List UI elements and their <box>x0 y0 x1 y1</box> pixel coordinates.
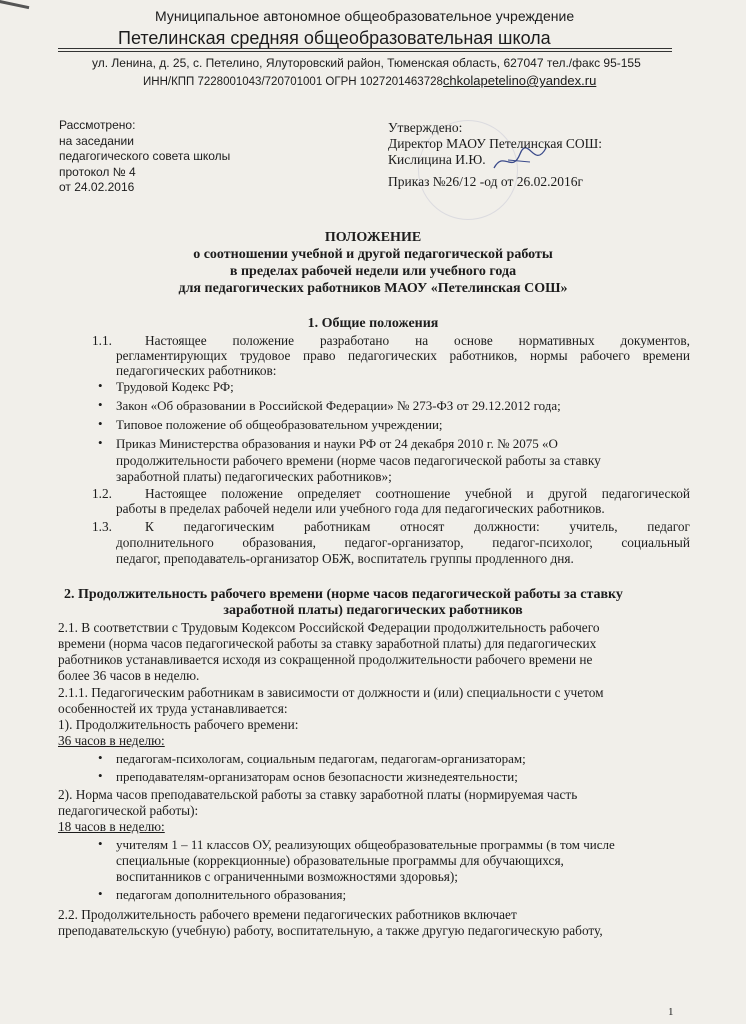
clause-1-3-number: 1.3. <box>92 519 112 534</box>
clause-1-1-line2: регламентирующих трудовое право педагогических работников, нормы рабочего времени <box>116 348 690 363</box>
legal-basis-item: • Закон «Об образовании в Российской Федерации» № 273-ФЗ от 29.12.2012 года; <box>116 398 561 414</box>
scan-mark <box>0 0 29 9</box>
hours-18-label: 18 часов в неделю: <box>58 819 165 834</box>
legal-basis-item: • Приказ Министерства образования и науки РФ от 24 декабря 2010 г. № 2075 «О <box>116 436 558 452</box>
clause-2-1-line2: времени (норма часов педагогической работы за ставку заработной платы) для педагогических <box>58 636 597 651</box>
section2-title-line1: 2. Продолжительность рабочего времени (норме часов педагогической работы за ставку <box>64 587 623 602</box>
position-36-item: • педагогам-психологам, социальным педагогам, педагогам-организаторам; <box>116 751 526 767</box>
position-18-item-cont: воспитанников с ограниченными возможностями здоровья); <box>116 869 459 884</box>
legal-basis-item: • Типовое положение об общеобразовательном учреждении; <box>116 417 443 433</box>
approved-line3: Кислицина И.Ю. <box>388 152 486 167</box>
clause-2-2-line2: преподавательскую (учебную) работу, воспитательную, а также другую педагогическую работу, <box>58 923 603 938</box>
reviewed-line5: от 24.02.2016 <box>59 180 135 194</box>
reviewed-line1: Рассмотрено: <box>59 118 136 132</box>
doc-title-line3: в пределах рабочей недели или учебного года <box>229 264 517 279</box>
section1-title: 1. Общие положения <box>307 316 439 331</box>
doc-title-line4: для педагогических работников МАОУ «Петелинская СОШ» <box>178 281 568 296</box>
clause-1-1-line1: Настоящее положение разработано на основе нормативных документов, <box>145 333 690 348</box>
position-18-item: • педагогам дополнительного образования; <box>116 887 346 903</box>
legal-basis-item: • Трудовой Кодекс РФ; <box>116 379 234 395</box>
clause-1-3-line3: педагог, преподаватель-организатор ОБЖ, воспитатель группы продленного дня. <box>116 551 574 566</box>
header-divider-2 <box>58 51 672 52</box>
clause-2-1-line3: работников устанавливается исходя из сокращенной продолжительности рабочего времени не <box>58 652 593 667</box>
clause-2-1-line4: более 36 часов в неделю. <box>58 668 200 683</box>
reviewed-line4: протокол № 4 <box>59 164 136 179</box>
approved-line1: Утверждено: <box>388 120 463 135</box>
position-36-item: • преподавателям-организаторам основ безопасности жизнедеятельности; <box>116 769 518 785</box>
clause-1-2-number: 1.2. <box>92 486 112 501</box>
position-18-item: • учителям 1 – 11 классов ОУ, реализующих общеобразовательные программы (в том числе <box>116 837 615 853</box>
legal-basis-item-cont: продолжительности рабочего времени (норме часов педагогической работы за ставку <box>116 453 601 468</box>
clause-2-1-line1: 2.1. В соответствии с Трудовым Кодексом Российской Федерации продолжительность рабочего <box>58 620 600 635</box>
reviewed-line2: на заседании <box>59 133 134 148</box>
item-2-line2: педагогической работы): <box>58 803 199 818</box>
clause-2-1-1-line1: 2.1.1. Педагогическим работникам в зависимости от должности и (или) специальности с учетом <box>58 685 604 700</box>
clause-1-1-line3: педагогических работников: <box>116 363 277 378</box>
header-divider <box>58 48 672 49</box>
clause-1-2-line1: Настоящее положение определяет соотношение учебной и другой педагогической <box>145 486 690 501</box>
doc-title-line1: ПОЛОЖЕНИЕ <box>324 230 422 245</box>
clause-1-2-line2: работы в пределах рабочей недели или учебного года для педагогических работников. <box>116 501 605 516</box>
legal-basis-item-cont: заработной платы) педагогических работников»; <box>116 469 392 484</box>
clause-1-1-number: 1.1. <box>92 333 112 348</box>
reviewed-block <box>59 118 230 196</box>
page-number: 1 <box>668 1006 674 1018</box>
clause-1-3-line1: К педагогическим работникам относят должности: учитель, педагог <box>145 519 690 534</box>
clause-2-1-1-line2: особенностей их труда устанавливается: <box>58 701 288 716</box>
item-2-line1: 2). Норма часов преподавательской работы за ставку заработной платы (нормируемая часть <box>58 787 578 802</box>
org-address: ул. Ленина, д. 25, с. Петелино, Ялуторовский район, Тюменская область, 627047 тел./факс 95-155 <box>92 56 641 70</box>
section2-title-line2: заработной платы) педагогических работников <box>223 603 523 618</box>
email-link[interactable]: chkolapetelino@yandex.ru <box>442 73 597 88</box>
approved-line2: Директор МАОУ Петелинская СОШ: <box>388 136 603 151</box>
org-name-line1: Муниципальное автономное общеобразовательное учреждение <box>155 8 575 24</box>
org-name-line2: Петелинская средняя общеобразовательная школа <box>118 28 551 48</box>
approved-line4: Приказ №26/12 -од от 26.02.2016г <box>388 174 584 189</box>
approved-block <box>388 120 602 190</box>
reviewed-line3: педагогического совета школы <box>59 149 231 163</box>
item-1-working-time: 1). Продолжительность рабочего времени: <box>58 717 299 732</box>
clause-2-2-line1: 2.2. Продолжительность рабочего времени педагогических работников включает <box>58 907 517 922</box>
position-18-item-cont: специальные (коррекционные) образовательные программы для обучающихся, <box>116 853 564 868</box>
hours-36-label: 36 часов в неделю: <box>58 733 165 748</box>
org-requisites <box>143 73 596 88</box>
inn-ogrn: ИНН/КПП 7228001043/720701001 ОГРН 1027201463728 <box>143 76 443 88</box>
clause-1-3-line2: дополнительного образования, педагог-организатор, педагог-психолог, социальный <box>116 535 690 550</box>
doc-title-line2: о соотношении учебной и другой педагогической работы <box>193 247 553 262</box>
